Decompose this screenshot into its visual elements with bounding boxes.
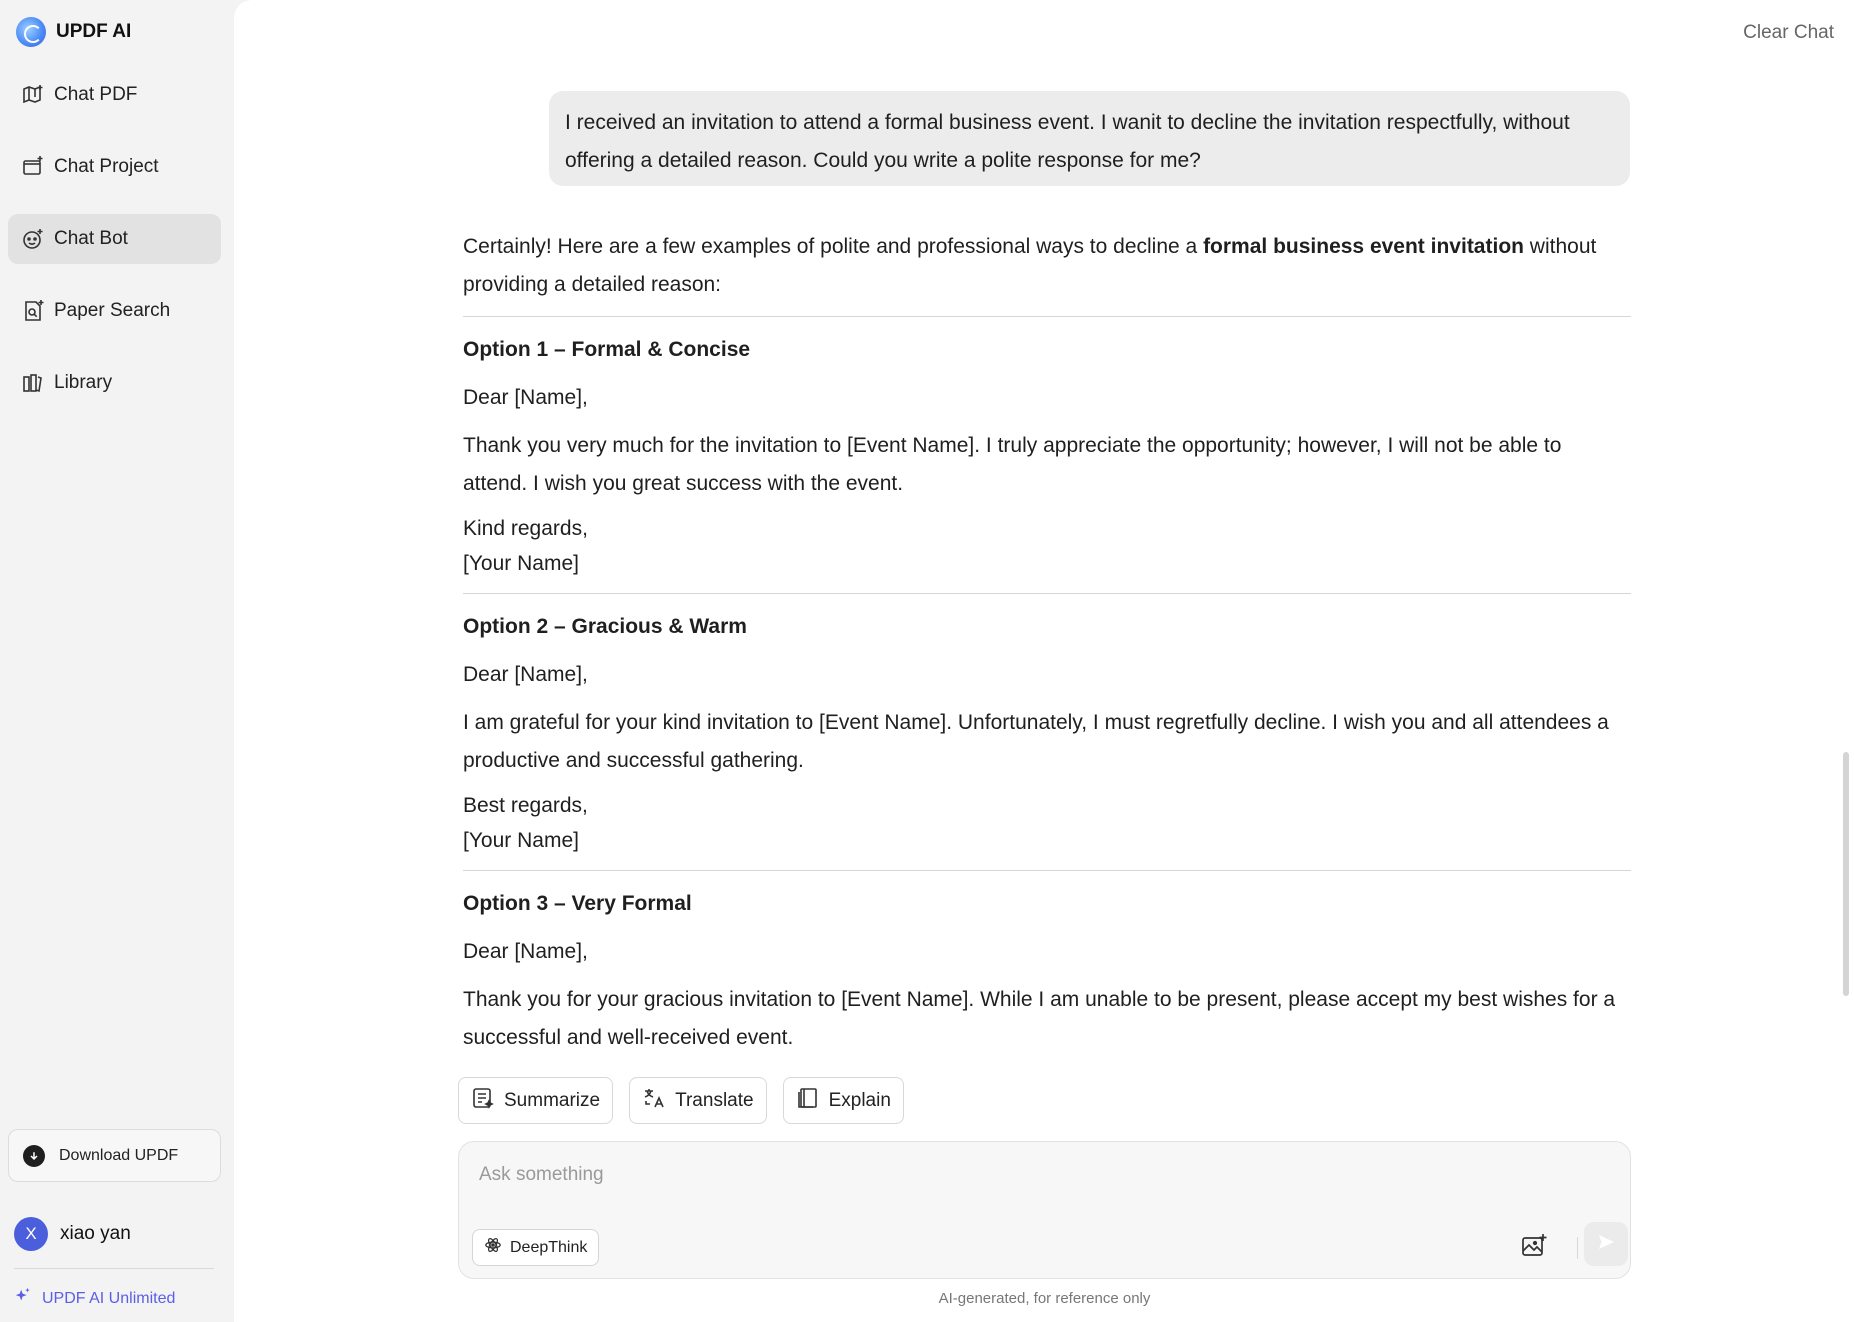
intro-bold-text: formal business event invitation — [1203, 235, 1524, 258]
sidebar-divider — [14, 1268, 214, 1269]
option-greeting: Dear [Name], — [463, 940, 588, 963]
intro-text: Certainly! Here are a few examples of polite and professional ways to decline a — [463, 235, 1204, 258]
quick-actions — [458, 1077, 904, 1124]
folder-plus-icon — [21, 155, 45, 179]
sidebar-nav — [8, 70, 221, 430]
upgrade-unlimited-link[interactable] — [14, 1287, 175, 1310]
chat-pdf-icon — [21, 83, 45, 107]
scrollbar-thumb[interactable] — [1843, 752, 1849, 996]
translate-label: Translate — [675, 1089, 754, 1111]
option-closing: Kind regards, — [463, 517, 588, 540]
answer-intro — [463, 228, 1631, 304]
option-body: I am grateful for your kind invitation to [Event Name]. Unfortunately, I must regretfully decline. I wish you and all attendees a productive and successful gathering. — [463, 711, 1609, 772]
intro-text-end: without providing a detailed reason: — [463, 235, 1597, 296]
send-button[interactable] — [1584, 1222, 1628, 1266]
explain-label: Explain — [828, 1089, 891, 1111]
download-label: Download UPDF — [59, 1146, 179, 1164]
translate-icon — [642, 1086, 666, 1116]
translate-button[interactable] — [629, 1077, 767, 1124]
download-icon — [23, 1145, 45, 1167]
user-profile[interactable] — [14, 1216, 131, 1252]
bot-icon — [21, 227, 45, 251]
clear-chat-button[interactable]: Clear Chat — [1743, 22, 1834, 43]
chat-input-box — [458, 1141, 1631, 1279]
user-message-bubble: I received an invitation to attend a formal business event. I wanit to decline the invitation respectfully, without offering a detailed reason. Could you write a polite response for me? — [549, 91, 1630, 186]
explain-button[interactable] — [783, 1077, 904, 1124]
divider — [463, 870, 1631, 871]
summarize-icon — [471, 1086, 495, 1116]
deepthink-label: DeepThink — [510, 1238, 588, 1256]
option-signature: [Your Name] — [463, 552, 579, 575]
option-title: Option 1 – Formal & Concise — [463, 338, 751, 361]
option-greeting: Dear [Name], — [463, 663, 588, 686]
sidebar-item-chat-project[interactable] — [8, 142, 221, 192]
book-icon — [796, 1086, 820, 1116]
sidebar-item-chat-bot[interactable] — [8, 214, 221, 264]
sidebar-item-label: Paper Search — [54, 300, 171, 321]
option-body: Thank you very much for the invitation to [Event Name]. I truly appreciate the opportunity; however, I will not be able to attend. I wish you great success with the event. — [463, 434, 1562, 495]
send-icon — [1596, 1232, 1616, 1257]
atom-icon — [484, 1236, 502, 1259]
image-plus-icon — [1520, 1247, 1548, 1264]
option-signature: [Your Name] — [463, 829, 579, 852]
summarize-button[interactable] — [458, 1077, 613, 1124]
sidebar-item-paper-search[interactable] — [8, 286, 221, 336]
updf-logo-icon — [16, 17, 46, 47]
option-greeting: Dear [Name], — [463, 386, 588, 409]
option-title: Option 3 – Very Formal — [463, 892, 692, 915]
option-closing: Best regards, — [463, 794, 588, 817]
ai-disclaimer: AI-generated, for reference only — [938, 1290, 1151, 1307]
assistant-answer — [463, 228, 1631, 1057]
option-body: Thank you for your gracious invitation to [Event Name]. While I am unable to be present, please accept my best wishes for a successful and well-received event. — [463, 988, 1616, 1049]
summarize-label: Summarize — [504, 1089, 601, 1111]
user-name: xiao yan — [60, 1223, 131, 1244]
sidebar-item-label: Chat Project — [54, 156, 159, 177]
download-updf-button[interactable] — [8, 1129, 221, 1182]
ask-input[interactable] — [479, 1160, 1579, 1190]
brand[interactable] — [16, 14, 131, 50]
separator — [1577, 1237, 1578, 1259]
divider — [463, 593, 1631, 594]
document-search-icon — [21, 299, 45, 323]
brand-name: UPDF AI — [56, 21, 132, 42]
sidebar-item-chat-pdf[interactable] — [8, 70, 221, 120]
divider — [463, 316, 1631, 317]
sidebar-item-label: Library — [54, 372, 113, 393]
deepthink-toggle[interactable] — [472, 1229, 599, 1266]
sidebar-item-label: Chat PDF — [54, 84, 138, 105]
sidebar-item-library[interactable] — [8, 358, 221, 408]
chat-main-panel — [234, 0, 1854, 1322]
sidebar-item-label: Chat Bot — [54, 228, 128, 249]
library-icon — [21, 371, 45, 395]
option-title: Option 2 – Gracious & Warm — [463, 615, 747, 638]
unlimited-label: UPDF AI Unlimited — [42, 1289, 176, 1307]
avatar: X — [14, 1217, 48, 1251]
sidebar — [0, 0, 234, 1322]
sparkle-icon — [14, 1287, 32, 1310]
image-upload-button[interactable] — [1520, 1232, 1550, 1262]
